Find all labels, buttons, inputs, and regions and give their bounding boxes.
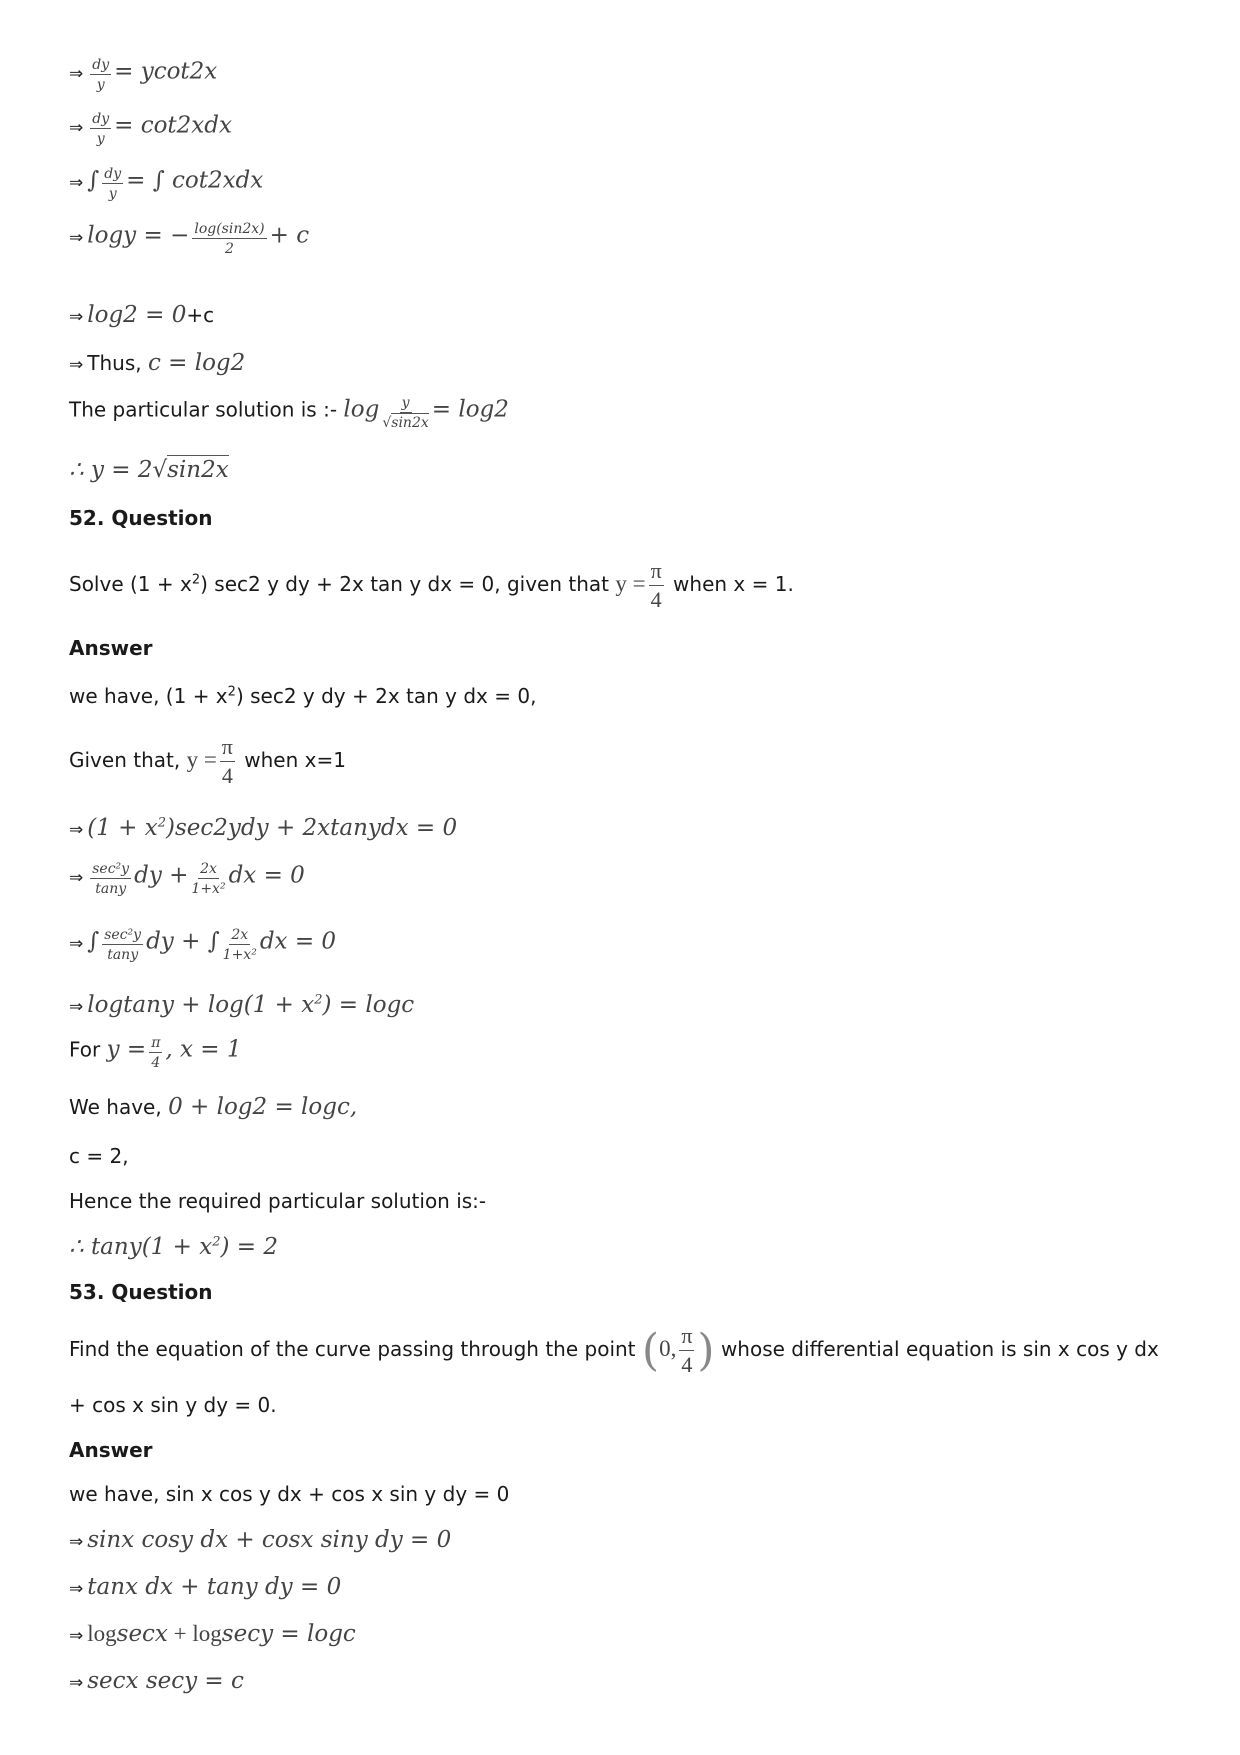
math-expression: y = [106,1036,147,1063]
fraction: $\frac{\log(\sin 2x)}{2}$ [194,221,265,257]
math-expression: y = [186,747,217,772]
implies-arrow: ⇒ [69,1532,84,1552]
math-expression: y = [615,571,646,596]
math-expression: + log [167,1621,222,1646]
fraction: $\frac{2x}{\text{1+x²}}$ [191,861,226,897]
math-expression: = logc [273,1621,356,1647]
solution-line [69,815,457,841]
math-expression: $logtany + \log(1 + x^2) = \log c$ [87,992,415,1018]
solution-line [69,167,263,201]
math-expression: secx [116,1621,168,1647]
integral-sign: ∫ [87,928,100,955]
math-expression: secx secy = c [87,1668,244,1694]
implies-arrow: ⇒ [69,1673,84,1693]
plain-text: We have, [69,1095,169,1119]
plain-text: +c [186,303,215,327]
math-expression: dy + [134,862,189,889]
implies-arrow: ⇒ [69,933,84,954]
implies-arrow: ⇒ [69,1626,84,1646]
math-expression: log2 = 0 [87,302,187,328]
solution-line [69,1668,244,1694]
fraction: $\frac{dy}{y}$ [92,57,110,93]
implies-arrow: ⇒ [69,867,84,888]
solution-line [69,457,229,483]
radicand: sin2x [167,457,229,483]
math-expression: , x = 1 [165,1036,242,1063]
plain-text: For [69,1037,107,1062]
implies-arrow: ⇒ [69,172,84,193]
fraction: $\frac{\pi}{4}$ [681,1323,693,1377]
solution-line [69,112,232,146]
plain-text: Thus, [87,351,148,375]
implies-arrow: ⇒ [69,227,84,248]
answer-text: Given that, y = $\frac{\pi}{4}$ when x=1 [69,734,346,788]
answer-text: we have, sin x cos y dx + cos x sin y dy = 0 [69,1482,510,1506]
solution-line [69,350,245,376]
math-expression: ∴ y = 2√ [69,457,168,483]
question-text: + cos x sin y dy = 0. [69,1393,277,1417]
answer-label: Answer [69,636,153,660]
solution-line [69,302,214,328]
sqrt-denominator: √sin2x [382,415,429,431]
implies-arrow: ⇒ [69,117,84,138]
math-expression: tanx dx + tany dy = 0 [87,1574,342,1600]
implies-arrow: ⇒ [69,63,84,84]
right-paren: ) [697,1325,715,1376]
question-text: Find the equation of the curve passing through the point (0, $\frac{\pi}{4}$ ) whose differential equation is sin x cos y dx [69,1323,1159,1377]
point-coordinate: 0, [659,1336,677,1361]
math-expression: + c [269,222,310,249]
fraction: $\frac{dy}{y}$ [92,111,110,147]
question-heading: 52. Question [69,506,213,530]
solution-line [69,1036,242,1070]
question-heading: 53. Question [69,1280,213,1304]
implies-arrow: ⇒ [69,1579,84,1599]
solution-line [69,222,309,256]
math-expression: c = log2 [147,350,246,376]
math-expression: dx = 0 [228,862,305,889]
fraction: $\frac{\pi}{4}$ [650,558,662,612]
math-expression: log [343,396,380,423]
fraction: $\frac{\pi}{4}$ [221,734,233,788]
solution-line [69,1574,341,1600]
implies-arrow: ⇒ [69,307,84,327]
math-expression: dx = 0 [259,928,337,955]
solution-line [69,1094,357,1120]
math-expression: = cot2xdx [114,112,232,139]
fraction: $\frac{dy}{y}$ [104,166,122,202]
math-expression: logy = − [87,222,190,249]
plain-text: The particular solution is :- [69,397,344,422]
math-expression: log [87,1621,117,1646]
math-expression: dy + ∫ [146,928,220,955]
solution-line [69,1621,356,1647]
solution-line [69,58,217,92]
integral-sign: ∫ [87,167,100,194]
solution-line [69,928,336,962]
answer-text: Hence the required particular solution is:- [69,1189,487,1213]
fraction: $\frac{\text{sec²y}}{\tan y}$ [104,927,142,963]
fraction: $\frac{2x}{\text{1+x²}}$ [222,927,257,963]
particular-solution-line [69,396,509,430]
solution-line [69,1527,451,1553]
math-expression: = log2 [431,396,509,423]
math-expression: secy [221,1621,274,1647]
question-text: Solve $(1 + x^2)$ sec2 y dy + 2x tan y dx = 0, given that y = $\frac{\pi}{4}$ when x = 1. [69,558,794,612]
implies-arrow: ⇒ [69,820,84,840]
math-expression: = ycot2x [114,58,218,85]
answer-label: Answer [69,1438,153,1462]
final-solution [69,1234,278,1260]
implies-arrow: ⇒ [69,355,84,375]
fraction: $\frac{y}{√\sin 2x}$ [382,395,429,431]
solution-line [69,862,305,896]
math-expression: ∴ $\tan y(1 + x^2) = 2$ [69,1234,278,1260]
math-expression: = ∫ cot2xdx [126,167,264,194]
answer-text: we have, $(1 + x^2)$ sec2 y dy + 2x tan y dx = 0, [69,684,537,708]
math-expression: sinx cosy dx + cosx siny dy = 0 [87,1527,452,1553]
solution-line [69,992,414,1018]
answer-text: c = 2, [69,1144,129,1168]
fraction: $\frac{\pi}{4}$ [151,1035,161,1071]
math-expression: 0 + log2 = logc, [168,1094,358,1120]
fraction: $\frac{\text{sec²y}}{\tan y}$ [92,861,130,897]
left-paren: ( [641,1325,660,1376]
implies-arrow: ⇒ [69,997,84,1017]
math-expression: $(1 + x^2)\sec 2ydy$ + 2xtanydx = 0 [87,815,458,841]
